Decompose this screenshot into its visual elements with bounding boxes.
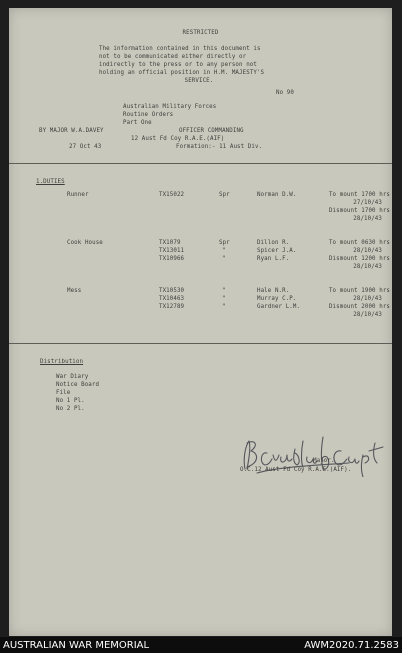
notice-line-3: indirectly to the press or to any person not [99,62,257,68]
title-line-2: Routine Orders [123,112,174,118]
duty-time: Dismount 1200 hrs [328,256,390,262]
soldier-name: Spicer J.A. [257,248,297,254]
signatory-title: O.C.12 Aust Fd Coy R.A.E.(AIF). [240,467,352,473]
soldier-name: Norman D.W. [257,192,297,198]
order-date: 27 Oct 43 [69,144,102,150]
duty-date: 28/10/43 [353,296,382,302]
duty-date: 28/10/43 [353,312,382,318]
service-number: TX10966 [159,256,185,262]
duty-date: 28/10/43 [353,264,382,270]
service-number: TX1079 [159,240,181,246]
notice-line-4: holding an official position in H.M. MAJESTY'S [99,70,265,76]
archive-accession-number: AWM2020.71.2583 [304,640,399,651]
distribution-item: War Diary [56,374,89,380]
rank: " [222,304,226,310]
duty-date: 28/10/43 [353,248,382,254]
distribution-heading: Distribution [40,359,84,365]
formation-line: Formation:- 11 Aust Div. [176,144,263,150]
divider-bottom [9,343,392,344]
notice-line-2: not to be communicated either directly or [99,54,247,60]
soldier-name: Hale N.R. [257,288,290,294]
soldier-name: Gardner L.M. [257,304,301,310]
distribution-item: Notice Board [56,382,100,388]
duty-time: Dismount 1700 hrs [328,208,390,214]
officer-commanding: OFFICER COMMANDING [179,128,244,134]
duty-date: 27/10/43 [353,200,382,206]
soldier-name: Dillon R. [257,240,290,246]
service-number: TX10530 [159,288,185,294]
classification-heading: RESTRICTED [182,30,219,36]
duty-role: Runner [67,192,89,198]
order-number: No 90 [276,90,294,96]
service-number: TX10463 [159,296,185,302]
divider-top [9,163,392,164]
notice-line-5: SERVICE. [184,78,214,84]
duty-time: To mount 1700 hrs [328,192,390,198]
rank: Spr [219,192,230,198]
service-number: TX13011 [159,248,185,254]
signatory-rank: Major. [313,458,335,464]
rank: " [222,248,226,254]
rank: " [222,288,226,294]
rank: " [222,256,226,262]
duty-role: Cook House [67,240,103,246]
service-number: TX15022 [159,192,185,198]
duty-time: Dismount 2000 hrs [328,304,390,310]
duty-time: To mount 1900 hrs [328,288,390,294]
distribution-item: No 2 Pl. [56,406,85,412]
section-heading: 1.DUTIES [36,179,65,185]
rank: Spr [219,240,230,246]
title-line-1: Australian Military Forces [123,104,217,110]
by-line: BY MAJOR W.A.DAVEY [39,128,104,134]
document-page [9,8,392,636]
unit-line: 12 Aust Fd Coy R.A.E.(AIF) [131,136,225,142]
soldier-name: Murray C.P. [257,296,297,302]
rank: " [222,296,226,302]
service-number: TX12789 [159,304,185,310]
duty-date: 28/10/43 [353,216,382,222]
notice-line-1: The information contained in this document is [99,46,261,52]
duty-role: Mess [67,288,82,294]
soldier-name: Ryan L.F. [257,256,290,262]
distribution-item: File [56,390,71,396]
duty-time: To mount 0630 hrs [328,240,390,246]
title-line-3: Part One [123,120,152,126]
archive-name: AUSTRALIAN WAR MEMORIAL [3,640,150,651]
distribution-item: No 1 Pl. [56,398,85,404]
archive-caption-bar [0,637,402,653]
